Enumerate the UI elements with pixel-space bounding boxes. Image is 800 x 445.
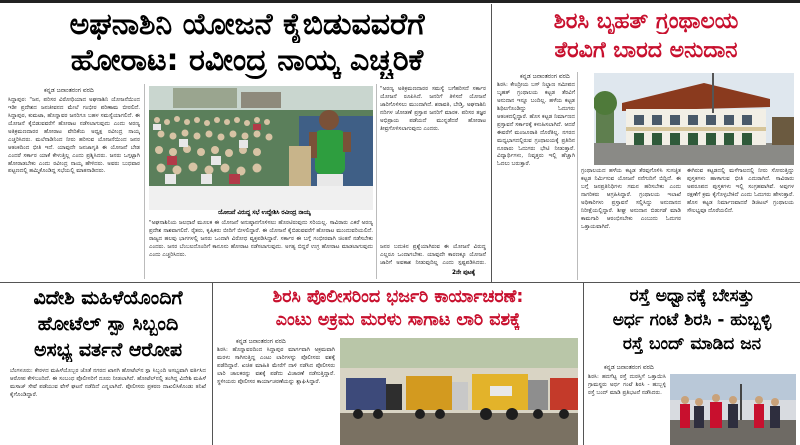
road-photo-protest xyxy=(670,374,796,445)
lead-byline: ಕನ್ನಡ ಜನಾಂತರಂಗ ವರದಿ xyxy=(44,87,94,94)
library-headline-line2: ತೆರವಿಗೆ ಬಾರದ ಅನುದಾನ xyxy=(554,38,738,63)
hotel-headline-line3: ಅಸಭ್ಯ ವರ್ತನೆ ಆರೋಪ xyxy=(34,340,182,361)
library-col-divider xyxy=(577,72,578,280)
hotel-body-text: ಬೆಂಗಳೂರು: ಕೇರಳದ ಮಹಿಳೆಯೊಬ್ಬರ ಜೊತೆ ನಗರದ ಖಾಸಗಿ ಹೋಟೆಲ್‌ನ ಸ್ಪಾ ಸಿಬ್ಬಂದಿ ಅಸಭ್ಯವಾಗಿ ವರ್ತಿಸಿದ ಆರೋಪ ಕೇಳಿಬಂದಿದೆ. ಈ ಸಂಬಂಧ ಪೊಲೀಸರಿಗೆ ದೂರು ನೀಡಲಾಗಿದೆ. ಹೋಟೆಲ್‌ನಲ್ಲಿ ತಂಗಿದ್ದ ವಿದೇಶಿ ಮಹಿಳೆ ಮಸಾಜ್ ಸೇವೆ ಪಡೆಯುವ ವೇಳೆ ಘಟನೆ ನಡೆದಿದೆ ಎನ್ನಲಾಗಿದೆ. ಪೊಲೀಸರು ಪ್ರಕರಣ ದಾಖಲಿಸಿಕೊಂಡು ತನಿಖೆ ಕೈಗೊಂಡಿದ್ದಾರೆ. xyxy=(10,368,206,398)
library-column-2 xyxy=(581,168,681,278)
hotel-body xyxy=(10,368,206,444)
road-headline-line3: ರಸ್ತೆ ಬಂದ್ ಮಾಡಿದ ಜನ xyxy=(622,335,762,354)
column-divider-lower-right xyxy=(583,283,584,445)
lead-column-1 xyxy=(8,97,140,277)
lead-col-divider-2 xyxy=(376,84,377,279)
police-byline: ಕನ್ನಡ ಜನಾಂತರಂಗ ವರದಿ xyxy=(236,338,286,345)
road-headline-line2: ಅರ್ಧ ಗಂಟೆ ಶಿರಸಿ - ಹುಬ್ಬಳ್ಳಿ xyxy=(612,311,772,330)
library-col3-text: ಈಗಿರುವ ಕಟ್ಟಡದಲ್ಲಿ ಮಳೆಗಾಲದಲ್ಲಿ ನೀರು ಸೋರುತ್ತಿದ್ದು ಪುಸ್ತಕಗಳು ಹಾಳಾಗುವ ಭೀತಿ ಎದುರಾಗಿದೆ. ಸಾವಿರಾರು ಅಪರೂಪದ ಪುಸ್ತಕಗಳು ಇಲ್ಲಿ ಸಂಗ್ರಹವಾಗಿವೆ. ಅವುಗಳ ರಕ್ಷಣೆಗೆ ಕ್ರಮ ಕೈಗೊಳ್ಳಬೇಕಿದೆ ಎಂದು ಓದುಗರು ಹೇಳುತ್ತಾರೆ. ಹೊಸ ಕಟ್ಟಡ ನಿರ್ಮಾಣವಾದರೆ ಡಿಜಿಟಲ್ ಗ್ರಂಥಾಲಯ ಸೌಲಭ್ಯವೂ ದೊರೆಯಲಿದೆ. xyxy=(687,168,794,214)
library-col2-text: ಗ್ರಂಥಾಲಯದ ಹಳೆಯ ಕಟ್ಟಡ ತೆರವುಗೊಳಿಸಿ ಸುಸಜ್ಜಿತ ಕಟ್ಟಡ ನಿರ್ಮಿಸುವ ಯೋಜನೆ ನನೆಗುದಿಗೆ ಬಿದ್ದಿದೆ. ಈ ಬಗ್ಗೆ ಜನಪ್ರತಿನಿಧಿಗಳು ಗಮನ ಹರಿಸಬೇಕು ಎಂದು ನಾಗರಿಕರು ಆಗ್ರಹಿಸಿದ್ದಾರೆ. ಗ್ರಂಥಾಲಯ ಇಲಾಖೆ ಅಧಿಕಾರಿಗಳು ಪ್ರಸ್ತಾವನೆ ಸಲ್ಲಿಸಿದ್ದು ಅನುದಾನದ ನಿರೀಕ್ಷೆಯಲ್ಲಿದ್ದಾರೆ. ಶೀಘ್ರ ಅನುದಾನ ಬಿಡುಗಡೆ ಮಾಡಿ ಕಾಮಗಾರಿ ಆರಂಭಿಸಬೇಕು ಎಂಬುದು ಓದುಗರ ಒತ್ತಾಯವಾಗಿದೆ. xyxy=(581,168,681,230)
top-border xyxy=(0,0,800,3)
library-column-1 xyxy=(497,82,575,278)
police-headline-line1: ಶಿರಸಿ ಪೊಲೀಸರಿಂದ ಭರ್ಜರಿ ಕಾರ್ಯಾಚರಣೆ: xyxy=(272,287,524,307)
road-byline: ಕನ್ನಡ ಜನಾಂತರಂಗ ವರದಿ xyxy=(604,364,654,371)
road-headline-line1: ರಸ್ತೆ ಅಧ್ವಾನಕ್ಕೆ ಬೇಸತ್ತು xyxy=(629,287,755,306)
library-byline: ಕನ್ನಡ ಜನಾಂತರಂಗ ವರದಿ xyxy=(520,73,570,80)
lead-photo-caption: ಯೋಜನೆ ವಿರುದ್ಧ ಸಭೆ ಉದ್ದೇಶಿಸಿ ರವೀಂದ್ರ ನಾಯ್ಕ xyxy=(214,210,314,217)
police-photo-trucks xyxy=(340,338,578,445)
lead-column-2 xyxy=(149,220,373,278)
column-divider-lower-left xyxy=(212,283,213,445)
police-headline-line2: ಎಂಟು ಅಕ್ರಮ ಮರಳು ಸಾಗಾಟ ಲಾರಿ ವಶಕ್ಕೆ xyxy=(275,310,521,330)
column-divider-main xyxy=(491,4,492,282)
library-photo-building xyxy=(594,73,794,165)
section-divider xyxy=(0,282,800,283)
trucks-illustration xyxy=(340,338,578,445)
hotel-headline-line1: ವಿದೇಶಿ ಮಹಿಳೆಯೊಂದಿಗೆ xyxy=(33,288,183,309)
lead-continued-note: 2ನೇ ಪುಟಕ್ಕೆ xyxy=(452,270,476,276)
lead-col1-text: ಸಿದ್ದಾಪುರ: "ಜನ, ಪರಿಸರ ವಿರೋಧಿಯಾದ ಅಘನಾಶಿನಿ ಯೋಜನೆಯಿಂದ ಇಡೀ ಪ್ರದೇಶದ ಜನಜೀವನದ ಮೇಲೆ ಗಂಭೀರ ಪರಿಣಾಮ ಬೀರಲಿದೆ. ಸಿದ್ದಾಪುರ, ಕುಮಟಾ, ಹೊನ್ನಾವರ ಜನರಿಗೂ ಬಹಳ ಸಮಸ್ಯೆಯಾಗಲಿದೆ. ಈ ಯೋಜನೆ ಕೈಬಿಡುವವರೆಗೆ ಹೋರಾಟ ನಡೆಸಲಾಗುವುದು ಎಂದು ಅರಣ್ಯ ಅತಿಕ್ರಮಣದಾರರ ಹೋರಾಟ ವೇದಿಕೆಯ ಅಧ್ಯಕ್ಷ ರವೀಂದ್ರ ನಾಯ್ಕ ಎಚ್ಚರಿಸಿದರು. ಮಲೆನಾಡಿನಿಂದ ನೀರು ಹರಿಸುವ ಯೋಜನೆಯಿಂದ ಜನರ ಆತಂಕದಿಂದ ಭೀತಿ ಇದೆ. ಯಾವುದೇ ಜನಜಾಗೃತಿ ಈ ಯೋಜನೆ ಬೇಡ ಎಂದರೆ ಸರ್ಕಾರ ಯಾಕೆ ಕೇಳುತ್ತಿಲ್ಲ ಎಂದು ಪ್ರಶ್ನಿಸಿದರು. ಜನರು ಒಗ್ಗಟ್ಟಾಗಿ ಹೋರಾಡಬೇಕು ಎಂದು ರವೀಂದ್ರ ನಾಯ್ಕ ಹೇಳಿದರು. ಅವರು ಬುಧವಾರ ಪಟ್ಟಣದಲ್ಲಿ ಹಮ್ಮಿಕೊಂಡಿದ್ದ ಸಭೆಯಲ್ಲಿ ಮಾತನಾಡಿದರು. xyxy=(8,97,140,175)
hotel-headline-line2: ಹೋಟೆಲ್ ಸ್ಪಾ ಸಿಬ್ಬಂದಿ xyxy=(37,314,179,335)
library-col1-text: ಶಿರಸಿ: ಕೇಂದ್ರೀಯ ಬಸ್ ನಿಲ್ದಾಣ ಸಮೀಪದ ಬೃಹತ್ ಗ್ರಂಥಾಲಯ ಕಟ್ಟಡ ತೆರವಿಗೆ ಅನುದಾನ ಇನ್ನೂ ಬಂದಿಲ್ಲ. ಹಳೆಯ ಕಟ್ಟಡ ಶಿಥಿಲಗೊಂಡಿದ್ದು ಓದುಗರು ಆತಂಕದಲ್ಲಿದ್ದಾರೆ. ಹೊಸ ಕಟ್ಟಡ ನಿರ್ಮಾಣದ ಪ್ರಸ್ತಾವನೆ ಸರ್ಕಾರಕ್ಕೆ ಕಳುಹಿಸಲಾಗಿದೆ. ಆದರೆ ಈವರೆಗೆ ಮಂಜೂರಾತಿ ದೊರೆತಿಲ್ಲ. ನಗರದ ಮಧ್ಯಭಾಗದಲ್ಲಿರುವ ಗ್ರಂಥಾಲಯಕ್ಕೆ ಪ್ರತಿದಿನ ನೂರಾರು ಓದುಗರು ಭೇಟಿ ನೀಡುತ್ತಾರೆ. ವಿದ್ಯಾರ್ಥಿಗಳು, ನಿವೃತ್ತರು ಇಲ್ಲಿ ಹೆಚ್ಚಾಗಿ ಓದಲು ಬರುತ್ತಾರೆ. xyxy=(497,82,575,168)
lead-photo-rally xyxy=(149,86,373,210)
lead-headline-line2: ಹೋರಾಟ: ರವೀಂದ್ರ ನಾಯ್ಕ ಎಚ್ಚರಿಕೆ xyxy=(70,44,424,78)
road-body-text: ಶಿರಸಿ: ಹದಗೆಟ್ಟ ರಸ್ತೆ ದುರಸ್ತಿಗೆ ಒತ್ತಾಯಿಸಿ ಗ್ರಾಮಸ್ಥರು ಅರ್ಧ ಗಂಟೆ ಶಿರಸಿ - ಹುಬ್ಬಳ್ಳಿ ರಸ್ತೆ ಬಂದ್ ಮಾಡಿ ಪ್ರತಿಭಟನೆ ನಡೆಸಿದರು. xyxy=(588,374,666,396)
police-body xyxy=(217,347,335,444)
lead-col2-text: "ಅಘನಾಶಿನಿಯ ಜಲಧಾರೆ ಮೂಲಕ ಈ ಯೋಜನೆ ಅನುಷ್ಠಾನಗೊಳಿಸಲು ಹೊರಟಿರುವುದು ಸರಿಯಲ್ಲ. ಸಾವಿರಾರು ಎಕರೆ ಅರಣ್ಯ ಪ್ರದೇಶ ನಾಶವಾಗಲಿದೆ. ರೈತರು, ಕೃಷಿಕರು ಬೀದಿಗೆ ಬೀಳಲಿದ್ದಾರೆ. ಈ ಯೋಜನೆ ಕೈಬಿಡುವವರೆಗೆ ಹೋರಾಟ ಮುಂದುವರಿಯಲಿದೆ. ರಾಜ್ಯದ ಹಲವು ಭಾಗಗಳಲ್ಲಿ ಜನರು ಒಂದಾಗಿ ವಿರೋಧ ವ್ಯಕ್ತಪಡಿಸಿದ್ದಾರೆ. ಸರ್ಕಾರ ಈ ಬಗ್ಗೆ ಗಂಭೀರವಾಗಿ ಚಿಂತನೆ ನಡೆಸಬೇಕು ಎಂದರು. ಜನರ ಬೆಂಬಲದೊಂದಿಗೆ ಕಾನೂನು ಹೋರಾಟ ನಡೆಸಲಾಗುವುದು. ಅಗತ್ಯ ಬಿದ್ದರೆ ಉಗ್ರ ಹೋರಾಟ ಮಾಡಲಾಗುವುದು ಎಂದು ಎಚ್ಚರಿಸಿದರು. xyxy=(149,220,373,258)
library-building-illustration xyxy=(594,73,794,165)
rally-illustration xyxy=(149,86,373,210)
library-column-3 xyxy=(687,168,794,278)
lead-col-divider-1 xyxy=(144,84,145,279)
road-body xyxy=(588,374,666,444)
lead-column-3 xyxy=(380,86,486,244)
protest-illustration xyxy=(670,374,796,445)
lead-col4-text: ಜನರ ಬದುಕಿನ ಪ್ರಶ್ನೆಯಾಗಿರುವ ಈ ಯೋಜನೆ ವಿರುದ್ಧ ಎಲ್ಲರೂ ಒಂದಾಗಬೇಕು. ಯಾವುದೇ ಕಾರಣಕ್ಕೂ ಯೋಜನೆ ಜಾರಿಗೆ ಅವಕಾಶ ನೀಡುವುದಿಲ್ಲ ಎಂದು ಸ್ಪಷ್ಟಪಡಿಸಿದರು. xyxy=(380,244,486,266)
police-body-text: ಶಿರಸಿ: ಹೊನ್ನಾವರದಿಂದ ಸಿದ್ದಾಪುರ ಮಾರ್ಗವಾಗಿ ಅಕ್ರಮವಾಗಿ ಮರಳು ಸಾಗಿಸುತ್ತಿದ್ದ ಎಂಟು ಲಾರಿಗಳನ್ನು ಪೊಲೀಸರು ವಶಕ್ಕೆ ಪಡೆದಿದ್ದಾರೆ. ಖಚಿತ ಮಾಹಿತಿ ಮೇರೆಗೆ ದಾಳಿ ನಡೆಸಿದ ಪೊಲೀಸರು ಲಾರಿ ಚಾಲಕರನ್ನು ವಶಕ್ಕೆ ಪಡೆದು ವಿಚಾರಣೆ ನಡೆಸುತ್ತಿದ್ದಾರೆ. ಸ್ಥಳೀಯರು ಪೊಲೀಸರ ಕಾರ್ಯಾಚರಣೆಯನ್ನು ಶ್ಲಾಘಿಸಿದ್ದಾರೆ. xyxy=(217,347,335,385)
library-headline-line1: ಶಿರಸಿ ಬೃಹತ್ ಗ್ರಂಥಾಲಯ xyxy=(553,9,739,34)
lead-column-4 xyxy=(380,244,486,268)
lead-headline-line1: ಅಘನಾಶಿನಿ ಯೋಜನೆ ಕೈಬಿಡುವವರೆಗೆ xyxy=(69,8,425,42)
lead-col3-text: "ಅರಣ್ಯ ಅತಿಕ್ರಮಣದಾರರ ಸಮಸ್ಯೆ ಬಗೆಹರಿಸದೆ ಸರ್ಕಾರ ಯೋಜನೆ ರೂಪಿಸಿದೆ. ಜನರಿಗೆ ತಿಳಿಸದೆ ಯೋಜನೆ ಜಾರಿಗೊಳಿಸಲು ಮುಂದಾಗಿದೆ. ಶರಾವತಿ, ಬೇಡ್ತಿ, ಅಘನಾಶಿನಿ ನದಿಗಳ ಜೋಡಣೆ ಪ್ರಸ್ತಾಪ ಜನರಿಗೆ ಮಾರಕ. ಪರಿಸರ ತಜ್ಞರ ಅಭಿಪ್ರಾಯ ಪಡೆಯದೆ ಮುನ್ನಡೆದರೆ ಹೋರಾಟ ತೀವ್ರಗೊಳಿಸಲಾಗುವುದು ಎಂದರು. xyxy=(380,86,486,132)
